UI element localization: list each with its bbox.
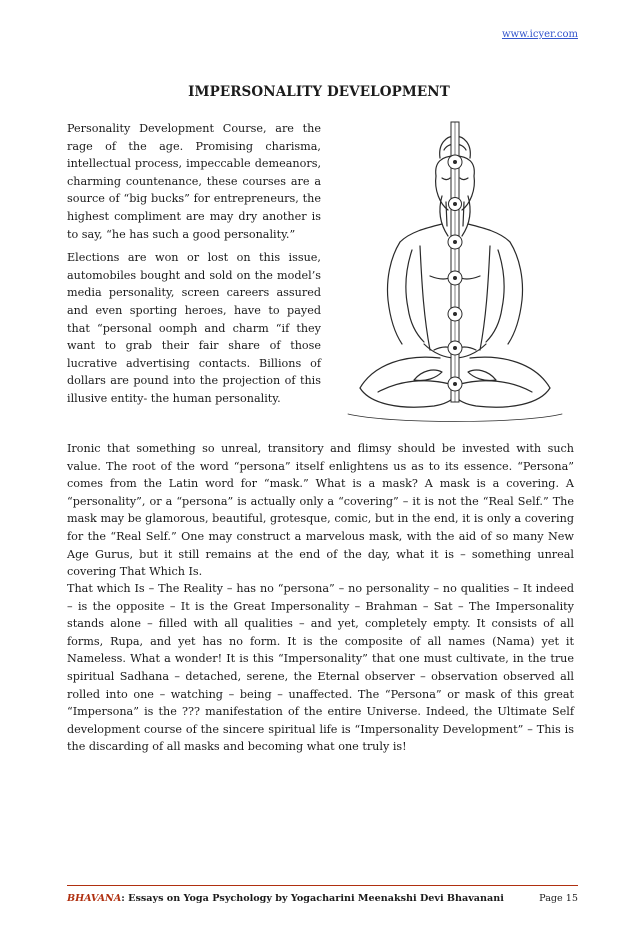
book-subtitle: : Essays on Yoga Psychology by Yogacharini Meenakshi Devi Bhavanani	[121, 893, 504, 904]
paragraph: That which Is – The Reality – has no “persona” – no personality – no qualities – It indeed – is the opposite – It is the Great Impersonality – Brahman – Sat – The Impersonality stands alone – filled with all qualities – and yet, completely empty. It consists of all forms, Rupa, and yet has no form. It is the composite of all names (Nama) yet it Nameless. What a wonder! It is this “Impersonality” that one must cultivate, in the true spiritual Sadhana – detached, serene, the Eternal observer – observation observed all rolled into one – watching – being – unaffected. The “Persona” or mask of this great “Impersona” is the ??? manifestation of the entire Universe. Indeed, the Ultimate Self development course of the sincere spiritual life is “Impersonality Development” – This is the discarding of all masks and becoming what one truly is!	[67, 582, 574, 754]
page-title: IMPERSONALITY DEVELOPMENT	[188, 84, 450, 100]
page-number: Page 15	[539, 893, 578, 904]
paragraph: Elections are won or lost on this issue, automobiles bought and sold on the model’s media personality, screen careers assured and even sporting heroes, have to payed that “personal oomph and charm “if they want to grab their fair share of those lucrative advertising contacts. Billions of dollars are pound into the projection of this illusive entity- the human personality.	[67, 251, 321, 405]
body-paragraph	[67, 440, 574, 581]
footer-divider	[67, 885, 578, 886]
intro-column	[67, 120, 321, 414]
body-paragraph	[67, 580, 574, 756]
meditating-yogi-illustration	[330, 118, 580, 436]
paragraph: Ironic that something so unreal, transitory and flimsy should be invested with such value. The root of the word “persona” itself enlightens us as to its essence. “Persona” comes from the Latin word for “mask.” What is a mask? A mask is a covering. A “personality”, or a “persona” is actually only a “covering” – it is not the “Real Self.” The mask may be glamorous, beautiful, grotesque, comic, but in the end, it is only a covering for the “Real Self.” One may construct a marvelous mask, with the aid of so many New Age Gurus, but it still remains at the end of the day, what it is – something unreal covering That Which Is.	[67, 442, 574, 579]
site-link[interactable]: www.icyer.com	[501, 29, 578, 40]
paragraph: Personality Development Course, are the rage of the age. Promising charisma, intellectual process, impeccable demeanors, charming countenance, these courses are a source of “big bucks” for entrepreneurs, the highest compliment are may dry another is to say, “he has such a good personality.”	[67, 122, 321, 241]
footer-book-title	[67, 893, 504, 904]
book-title: BHAVANA	[67, 893, 122, 904]
